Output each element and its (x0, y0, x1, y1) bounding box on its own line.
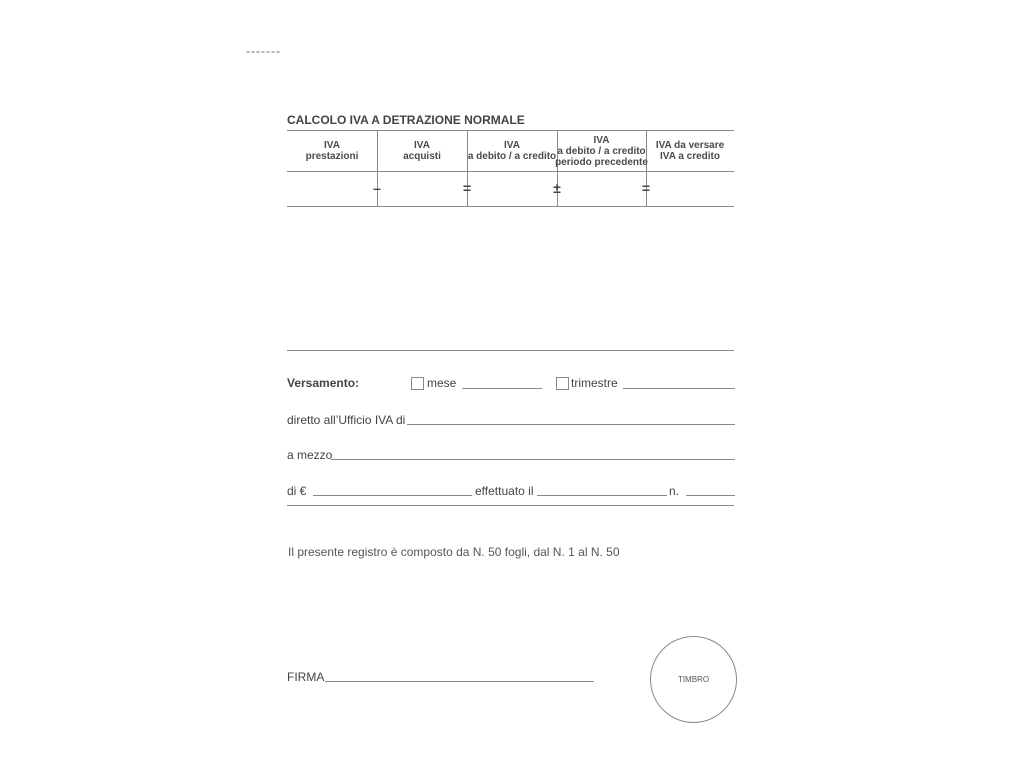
cell-iva-acquisti[interactable] (378, 173, 466, 203)
section-divider (287, 350, 734, 351)
operator-minus: – (373, 180, 381, 196)
amount-field[interactable] (313, 495, 472, 496)
section-title: CALCOLO IVA A DETRAZIONE NORMALE (287, 113, 525, 127)
operator-plus-minus: ± (553, 180, 561, 196)
cell-iva-periodo-precedente[interactable] (558, 173, 645, 203)
cell-iva-prestazioni[interactable] (288, 173, 376, 203)
column-header-iva-prestazioni: IVA prestazioni (305, 140, 359, 162)
checkbox-trimestre-label: trimestre (571, 376, 618, 390)
cell-iva-debito-credito[interactable] (468, 173, 556, 203)
cell-iva-da-versare[interactable] (647, 173, 733, 203)
table-bottom-border (287, 206, 734, 207)
trimestre-field[interactable] (623, 388, 735, 389)
mezzo-field[interactable] (331, 459, 735, 460)
column-header-iva-da-versare: IVA da versare IVA a credito (655, 140, 725, 162)
stamp-circle (650, 636, 737, 723)
checkbox-mese[interactable] (411, 377, 424, 390)
firma-field[interactable] (325, 681, 594, 682)
operator-equals: = (462, 180, 472, 196)
column-header-iva-acquisti: IVA acquisti (403, 140, 441, 162)
ufficio-field[interactable] (407, 424, 735, 425)
top-dash-marker: ------- (246, 44, 281, 58)
number-field[interactable] (686, 495, 735, 496)
column-header-iva-periodo-precedente: IVA a debito / a credito periodo precedente (555, 134, 648, 168)
stamp-label: TIMBRO (677, 675, 710, 684)
checkbox-mese-label: mese (427, 376, 457, 390)
column-header-iva-debito-credito: IVA a debito / a credito (467, 140, 557, 162)
effettuato-label: effettuato il (475, 484, 534, 498)
mese-field[interactable] (462, 388, 542, 389)
table-header-border (287, 171, 734, 172)
operator-equals: = (641, 180, 651, 196)
number-label: n. (669, 484, 680, 498)
firma-label: FIRMA (287, 670, 325, 684)
amount-label: di € (287, 484, 307, 498)
ufficio-label: diretto all’Ufficio IVA di (287, 413, 406, 427)
block-bottom-border (287, 505, 734, 506)
versamento-label: Versamento: (287, 376, 360, 390)
mezzo-label: a mezzo (287, 448, 333, 462)
checkbox-trimestre[interactable] (556, 377, 569, 390)
effettuato-date-field[interactable] (537, 495, 667, 496)
registro-note: Il presente registro è composto da N. 50 fogli, dal N. 1 al N. 50 (288, 545, 620, 559)
